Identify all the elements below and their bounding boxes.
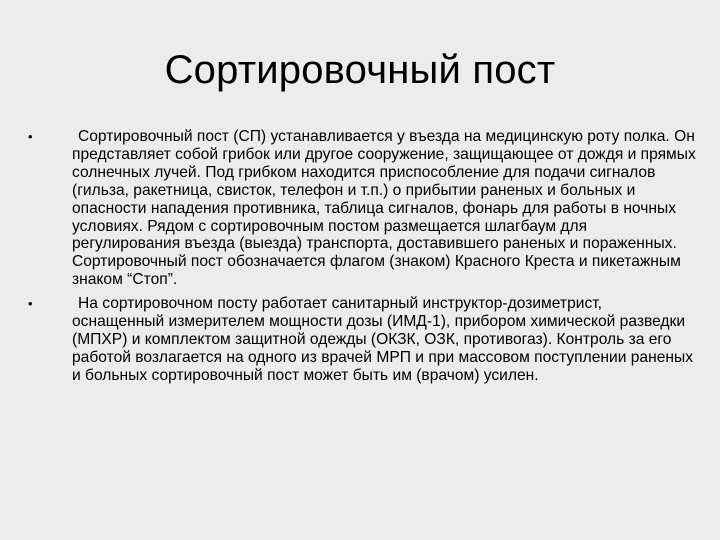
bullet-dot-icon: • xyxy=(28,129,33,144)
slide-title: Сортировочный пост xyxy=(164,48,556,92)
bullet-text: Сортировочный пост (СП) устанавливается у въезда на медицинскую роту полка. Он представляет собой грибок или другое сооружение, защищающее от дождя и прямых солнечных лучей. Под грибком находится приспособление для подачи сигналов (гильза, ракетница, свисток, телефон и т.п.) о прибытии раненых и больных и опасности нападения противника, таблица сигналов, фонарь для работы в ночных условиях. Рядом с сортировочным постом размещается шлагбаум для регулирования въезда (выезда) транспорта, доставившего раненых и пораженных. Сортировочный пост обозначается флагом (знаком) Красного Креста и пикетажным знаком “Стоп”. xyxy=(72,128,696,289)
bullet-dot-icon: • xyxy=(28,296,33,312)
bullet-list xyxy=(28,128,696,391)
bullet-item-staff xyxy=(28,295,696,385)
bullet-text: На сортировочном посту работает санитарный инструктор-дозиметрист, оснащенный измерителем мощности дозы (ИМД-1), прибором химической разведки (МПХР) и комплектом защитной одежды (ОКЗК, ОЗК, противогаз). Контроль за его работой возлагается на одного из врачей МРП и при массовом поступлении раненых и больных сортировочный пост может быть им (врачом) усилен. xyxy=(72,295,694,384)
bullet-item-sorting-post xyxy=(28,128,696,289)
